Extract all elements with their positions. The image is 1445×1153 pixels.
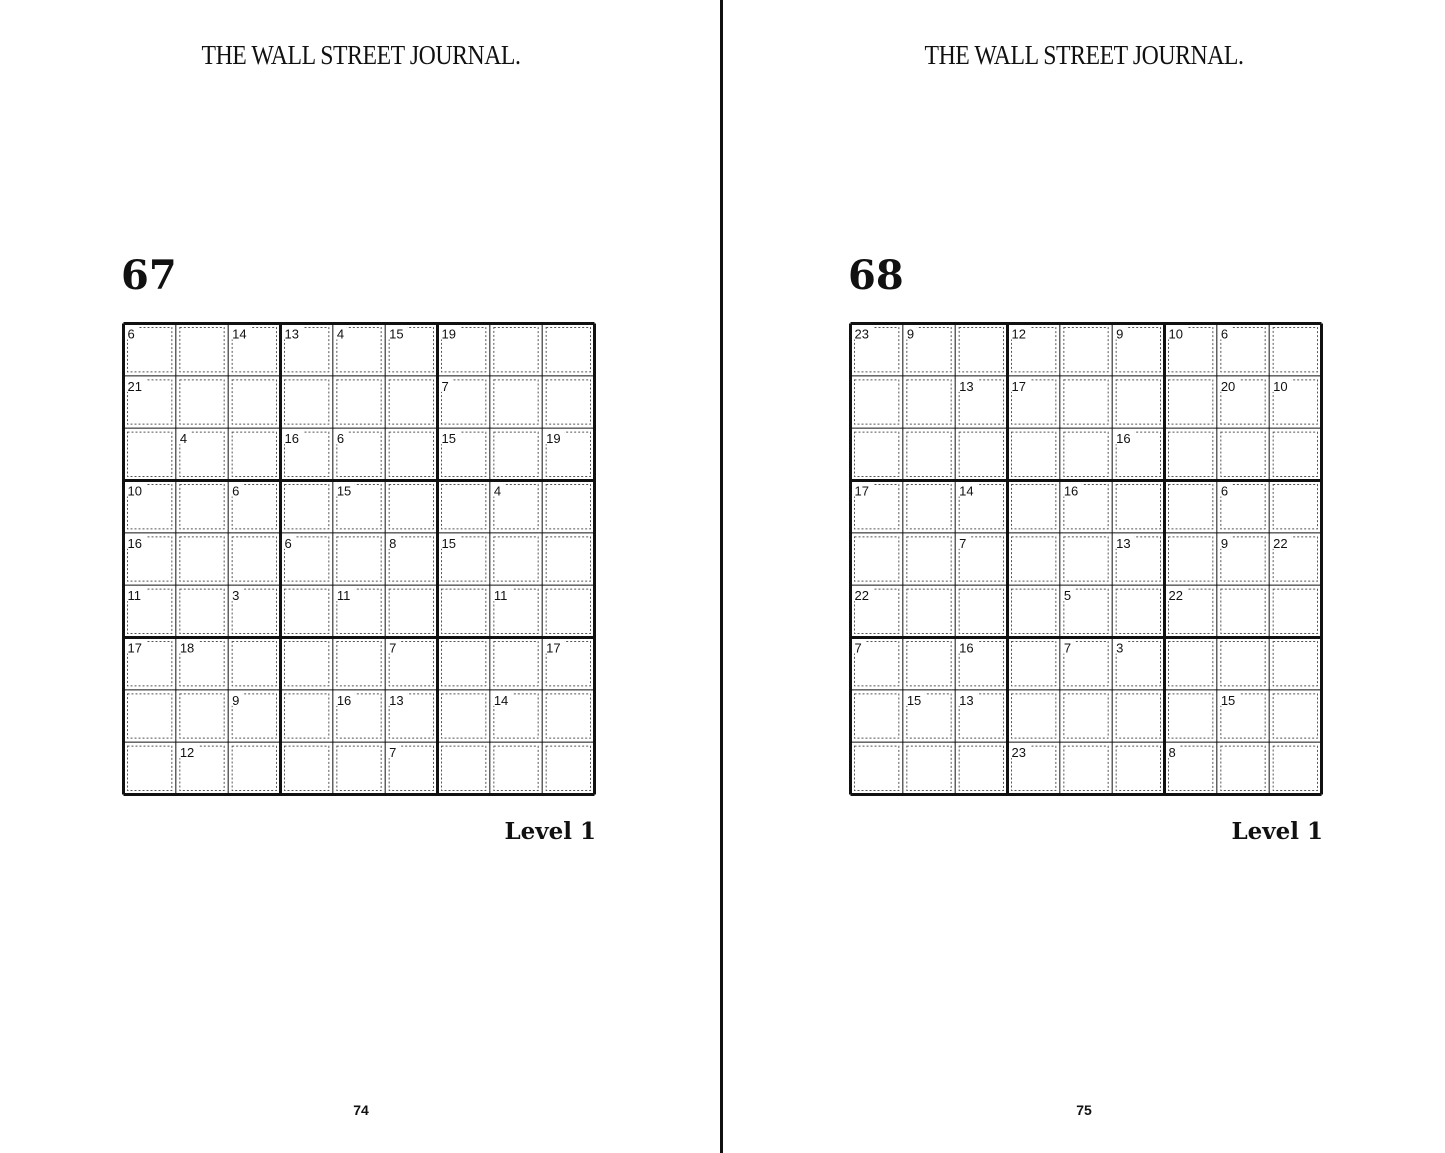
grid-cell[interactable]: [176, 690, 228, 742]
cage-sum-clue: 7: [959, 535, 967, 551]
cage-sum-clue: 23: [854, 326, 869, 342]
killer-sudoku-grid[interactable]: [122, 322, 596, 796]
cage-sum-clue: 14: [959, 483, 974, 499]
grid-cell[interactable]: [281, 585, 333, 637]
cage-sum-clue: 14: [232, 326, 247, 342]
grid-cell[interactable]: [176, 585, 228, 637]
grid-cell[interactable]: [1165, 690, 1217, 742]
page-number: 75: [1076, 1102, 1092, 1118]
cage-sum-clue: 15: [389, 326, 404, 342]
grid-cell[interactable]: [490, 742, 542, 794]
grid-cell[interactable]: [851, 690, 903, 742]
grid-cell[interactable]: [1112, 742, 1164, 794]
grid-cell[interactable]: [542, 376, 594, 428]
grid-cell[interactable]: [1060, 324, 1112, 376]
grid-cell[interactable]: [438, 690, 490, 742]
grid-cell[interactable]: [1165, 376, 1217, 428]
grid-cell[interactable]: [1060, 690, 1112, 742]
grid-cell[interactable]: [955, 742, 1007, 794]
grid-cell[interactable]: [490, 533, 542, 585]
grid-cell[interactable]: [1008, 585, 1060, 637]
grid-cell[interactable]: [438, 481, 490, 533]
cage-sum-clue: 13: [389, 692, 404, 708]
cage-sum-clue: 11: [336, 588, 351, 604]
grid-cell[interactable]: [281, 742, 333, 794]
left-page: [0, 0, 722, 1153]
cage-sum-clue: 3: [232, 588, 240, 604]
grid-cell[interactable]: [176, 481, 228, 533]
grid-cell[interactable]: [385, 585, 437, 637]
grid-cell[interactable]: [281, 690, 333, 742]
grid-cell[interactable]: [385, 376, 437, 428]
cage-sum-clue: 4: [493, 483, 502, 499]
grid-cell[interactable]: [1112, 481, 1164, 533]
grid-cell[interactable]: [903, 742, 955, 794]
cage-sum-clue: 10: [1273, 378, 1288, 394]
grid-cell[interactable]: [851, 428, 903, 480]
grid-cell[interactable]: [438, 585, 490, 637]
grid-cell[interactable]: [438, 638, 490, 690]
grid-cell[interactable]: [1165, 428, 1217, 480]
cage-sum-clue: 13: [959, 378, 974, 394]
cage-sum-clue: 19: [546, 431, 561, 447]
grid-cell[interactable]: [490, 324, 542, 376]
page-number: 74: [353, 1102, 369, 1118]
grid-cell[interactable]: [1112, 690, 1164, 742]
grid-cell[interactable]: [1008, 638, 1060, 690]
cage-sum-clue: 7: [854, 640, 862, 656]
grid-cell[interactable]: [955, 428, 1007, 480]
grid-cell[interactable]: [124, 428, 176, 480]
grid-cell[interactable]: [333, 742, 385, 794]
cage-sum-clue: 17: [546, 640, 561, 656]
grid-cell[interactable]: [1060, 428, 1112, 480]
cage-sum-clue: 13: [1116, 535, 1131, 551]
cage-sum-clue: 15: [441, 431, 456, 447]
grid-cell[interactable]: [1112, 376, 1164, 428]
grid-cell[interactable]: [333, 533, 385, 585]
grid-cell[interactable]: [955, 324, 1007, 376]
cage-sum-clue: 13: [284, 326, 299, 342]
cage-sum-clue: 7: [441, 378, 449, 394]
grid-cell[interactable]: [281, 638, 333, 690]
cage-sum-clue: 6: [1220, 483, 1229, 499]
grid-cell[interactable]: [490, 428, 542, 480]
cage-sum-clue: 21: [127, 378, 142, 394]
grid-cell[interactable]: [281, 376, 333, 428]
grid-cell[interactable]: [1217, 428, 1269, 480]
puzzle-number: 68: [848, 252, 904, 299]
cage-sum-clue: 15: [441, 535, 456, 551]
grid-cell[interactable]: [903, 585, 955, 637]
grid-cell[interactable]: [1060, 533, 1112, 585]
cage-sum-clue: 20: [1220, 378, 1236, 394]
cage-sum-clue: 10: [127, 483, 142, 499]
grid-cell[interactable]: [490, 638, 542, 690]
puzzle-number: 67: [121, 252, 177, 299]
grid-cell[interactable]: [490, 376, 542, 428]
cage-sum-clue: 5: [1063, 588, 1072, 604]
cage-sum-clue: 17: [854, 483, 869, 499]
cage-sum-clue: 13: [959, 692, 974, 708]
grid-cell[interactable]: [1008, 690, 1060, 742]
grid-cell[interactable]: [542, 481, 594, 533]
grid-cell[interactable]: [851, 533, 903, 585]
grid-cell[interactable]: [1165, 533, 1217, 585]
killer-sudoku-grid[interactable]: [849, 322, 1323, 796]
grid-cell[interactable]: [1217, 585, 1269, 637]
grid-svg[interactable]: [122, 322, 596, 796]
cage-sum-clue: 3: [1116, 640, 1124, 656]
cage-sum-clue: 14: [493, 692, 509, 708]
cage-sum-clue: 16: [336, 692, 352, 708]
grid-cell[interactable]: [1060, 742, 1112, 794]
grid-cell[interactable]: [176, 376, 228, 428]
grid-cell[interactable]: [1008, 428, 1060, 480]
grid-cell[interactable]: [333, 376, 385, 428]
cage-sum-clue: 16: [1116, 431, 1131, 447]
cage-sum-clue: 18: [179, 640, 195, 656]
cage-sum-clue: 16: [1063, 483, 1079, 499]
grid-cell[interactable]: [1269, 585, 1321, 637]
cage-sum-clue: 12: [179, 745, 195, 761]
cage-sum-clue: 17: [1011, 378, 1026, 394]
cage-sum-clue: 17: [127, 640, 142, 656]
cage-sum-clue: 15: [336, 483, 352, 499]
grid-cell[interactable]: [281, 481, 333, 533]
cage-sum-clue: 11: [493, 588, 508, 604]
right-page: [723, 0, 1445, 1153]
grid-cell[interactable]: [903, 533, 955, 585]
cage-sum-clue: 11: [127, 588, 141, 604]
cage-sum-clue: 7: [389, 745, 397, 761]
grid-cell[interactable]: [542, 690, 594, 742]
grid-cell[interactable]: [1269, 428, 1321, 480]
cage-sum-clue: 15: [1220, 692, 1236, 708]
grid-cell[interactable]: [1269, 481, 1321, 533]
cage-sum-clue: 7: [389, 640, 397, 656]
grid-cell[interactable]: [1269, 638, 1321, 690]
cage-sum-clue: 6: [127, 326, 135, 342]
grid-cell[interactable]: [1269, 742, 1321, 794]
grid-cell[interactable]: [542, 533, 594, 585]
grid-cell[interactable]: [124, 742, 176, 794]
cage-sum-clue: 9: [906, 326, 915, 342]
grid-cell[interactable]: [228, 428, 280, 480]
grid-cell[interactable]: [903, 638, 955, 690]
grid-cell[interactable]: [1217, 742, 1269, 794]
grid-cell[interactable]: [228, 376, 280, 428]
cage-sum-clue: 6: [1220, 326, 1229, 342]
cage-sum-clue: 15: [906, 692, 922, 708]
grid-cell[interactable]: [228, 638, 280, 690]
grid-cell[interactable]: [542, 585, 594, 637]
grid-cell[interactable]: [1217, 638, 1269, 690]
grid-svg[interactable]: [849, 322, 1323, 796]
grid-cell[interactable]: [124, 690, 176, 742]
grid-cell[interactable]: [1165, 481, 1217, 533]
grid-cell[interactable]: [176, 324, 228, 376]
grid-cell[interactable]: [1008, 481, 1060, 533]
cage-sum-clue: 22: [1168, 588, 1183, 604]
grid-cell[interactable]: [542, 324, 594, 376]
grid-cell[interactable]: [542, 742, 594, 794]
grid-cell[interactable]: [438, 742, 490, 794]
grid-cell[interactable]: [851, 742, 903, 794]
grid-cell[interactable]: [851, 376, 903, 428]
cage-sum-clue: 7: [1063, 640, 1072, 656]
grid-cell[interactable]: [385, 428, 437, 480]
level-label: Level 1: [504, 818, 596, 845]
cage-sum-clue: 8: [1168, 745, 1176, 761]
cage-sum-clue: 9: [1220, 535, 1229, 551]
cage-sum-clue: 8: [389, 535, 397, 551]
cage-sum-clue: 10: [1168, 326, 1183, 342]
cage-sum-clue: 16: [959, 640, 974, 656]
grid-cell[interactable]: [1269, 324, 1321, 376]
grid-cell[interactable]: [228, 533, 280, 585]
grid-cell[interactable]: [1112, 585, 1164, 637]
grid-cell[interactable]: [903, 376, 955, 428]
cage-sum-clue: 6: [232, 483, 240, 499]
cage-sum-clue: 19: [441, 326, 456, 342]
cage-sum-clue: 16: [284, 431, 299, 447]
grid-cell[interactable]: [1165, 638, 1217, 690]
grid-cell[interactable]: [333, 638, 385, 690]
grid-cell[interactable]: [903, 428, 955, 480]
grid-cell[interactable]: [1060, 376, 1112, 428]
masthead: THE WALL STREET JOURNAL.: [201, 40, 521, 70]
cage-sum-clue: 6: [336, 431, 345, 447]
cage-sum-clue: 6: [284, 535, 292, 551]
grid-cell[interactable]: [385, 481, 437, 533]
cage-sum-clue: 12: [1011, 326, 1026, 342]
grid-cell[interactable]: [903, 481, 955, 533]
cage-sum-clue: 9: [232, 692, 240, 708]
cage-sum-clue: 23: [1011, 745, 1026, 761]
cage-sum-clue: 9: [1116, 326, 1124, 342]
masthead: THE WALL STREET JOURNAL.: [924, 40, 1244, 70]
grid-cell[interactable]: [955, 585, 1007, 637]
cage-sum-clue: 4: [179, 431, 188, 447]
grid-cell[interactable]: [1269, 690, 1321, 742]
grid-cell[interactable]: [228, 742, 280, 794]
cage-sum-clue: 22: [854, 588, 869, 604]
grid-cell[interactable]: [1008, 533, 1060, 585]
cage-sum-clue: 16: [127, 535, 142, 551]
cage-sum-clue: 4: [336, 326, 345, 342]
grid-cell[interactable]: [176, 533, 228, 585]
level-label: Level 1: [1231, 818, 1323, 845]
cage-sum-clue: 22: [1273, 535, 1288, 551]
